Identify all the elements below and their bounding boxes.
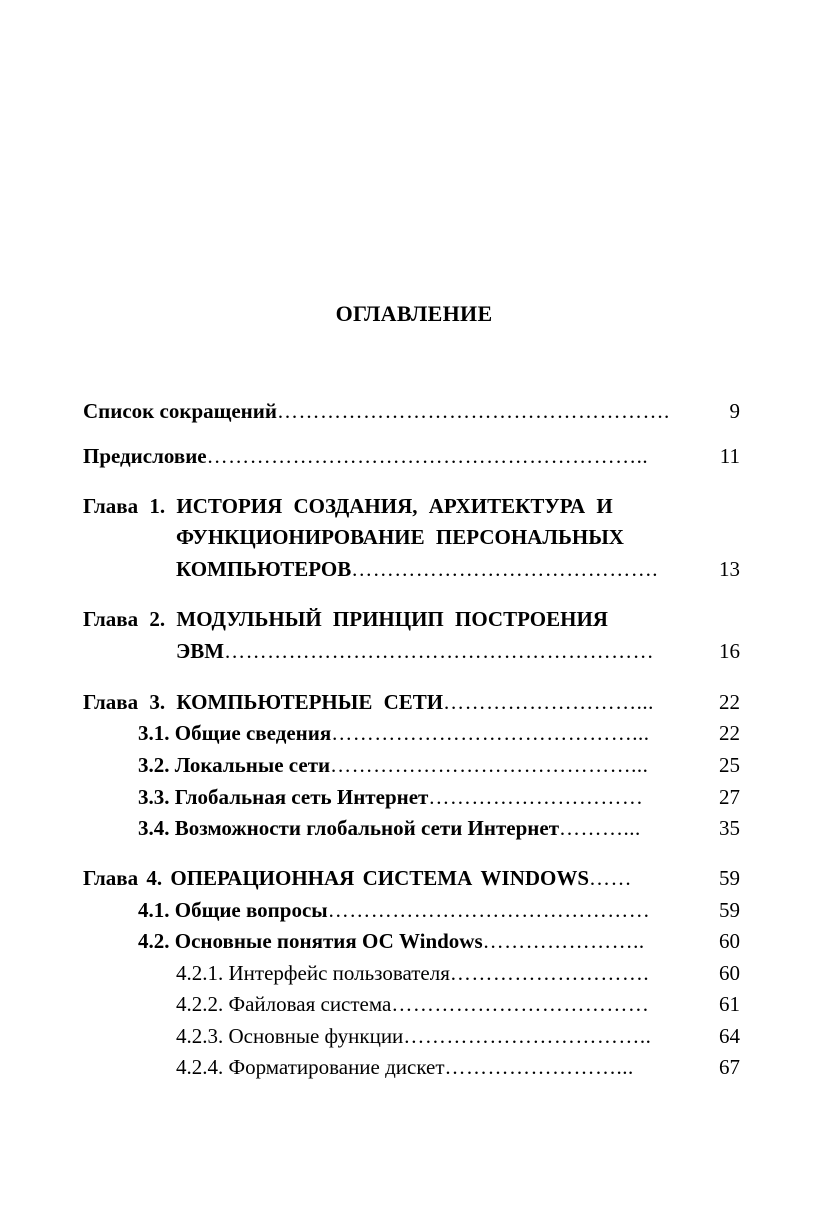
- toc-leader: ……………………….: [449, 961, 650, 985]
- toc-entry-title: 4.2.2. Файловая система: [176, 992, 392, 1016]
- toc-section-3-2: [138, 751, 648, 779]
- toc-leader: ……………………………..: [403, 1024, 652, 1048]
- toc-leader: ……: [589, 866, 633, 890]
- toc-chapter-3: [83, 688, 654, 716]
- toc-entry-preface: [83, 442, 648, 470]
- toc-section-3-4: [138, 814, 641, 842]
- toc-page-number: 27: [719, 785, 740, 809]
- toc-page-number: 35: [719, 816, 740, 840]
- toc-leader: ……………………………………………………..: [206, 444, 649, 468]
- toc-chapter-2-line1: [83, 605, 608, 633]
- toc-entry-title: Список сокращений: [83, 399, 277, 423]
- toc-page-number: 16: [719, 639, 740, 663]
- toc-section-3-1: [138, 719, 649, 747]
- toc-page-number: 22: [719, 721, 740, 745]
- toc-chapter-1-line1: [83, 492, 613, 520]
- toc-page-number: 59: [719, 866, 740, 890]
- chapter-title-line3: КОМПЬЮТЕРОВ: [176, 557, 352, 581]
- toc-entry-title: 3.1. Общие сведения: [138, 721, 332, 745]
- toc-page-number: 9: [729, 399, 740, 423]
- toc-section-4-2: [138, 927, 645, 955]
- toc-chapter-1-line2: ФУНКЦИОНИРОВАНИЕ ПЕРСОНАЛЬНЫХ: [176, 525, 624, 549]
- toc-section-4-1: [138, 896, 650, 924]
- toc-page-number: 59: [719, 898, 740, 922]
- toc-subsection-4-2-1: [176, 959, 649, 987]
- toc-leader: ………...: [559, 816, 641, 840]
- toc-entry-title: Предисловие: [83, 444, 207, 468]
- toc-page-number: 13: [719, 557, 740, 581]
- toc-entry-title: Глава 4. ОПЕРАЦИОННАЯ СИСТЕМА WINDOWS: [83, 866, 590, 890]
- toc-page-number: 11: [719, 444, 740, 468]
- toc-leader: ………………………………: [391, 992, 650, 1016]
- toc-entry-abbreviations: [83, 397, 670, 425]
- toc-entry-title: Глава 3. КОМПЬЮТЕРНЫЕ СЕТИ: [83, 690, 444, 714]
- toc-leader: ………………………………………: [327, 898, 651, 922]
- toc-entry-title: 4.2.4. Форматирование дискет: [176, 1055, 445, 1079]
- toc-leader: ……………………...: [444, 1055, 634, 1079]
- chapter-prefix: Глава 1.: [83, 494, 166, 518]
- toc-leader: ……………………………………...: [331, 721, 650, 745]
- toc-chapter-4: [83, 864, 632, 892]
- toc-subsection-4-2-3: [176, 1022, 651, 1050]
- toc-subsection-4-2-4: [176, 1053, 634, 1081]
- chapter-title-line1: МОДУЛЬНЫЙ ПРИНЦИП ПОСТРОЕНИЯ: [176, 607, 608, 631]
- page-title: ОГЛАВЛЕНИЕ: [335, 301, 493, 326]
- toc-page-number: 60: [719, 961, 740, 985]
- toc-entry-title: 3.2. Локальные сети: [138, 753, 331, 777]
- toc-leader: ……………………………………………….: [276, 399, 670, 423]
- toc-leader: …………………………………….: [351, 557, 659, 581]
- toc-entry-title: 4.2. Основные понятия ОС Windows: [138, 929, 483, 953]
- chapter-prefix: Глава 2.: [83, 607, 166, 631]
- toc-chapter-2-line2: [176, 637, 654, 665]
- toc-page-number: 67: [719, 1055, 740, 1079]
- toc-leader: ……………………………………...: [330, 753, 649, 777]
- toc-page-number: 25: [719, 753, 740, 777]
- toc-leader: …………………………: [428, 785, 644, 809]
- toc-page-number: 60: [719, 929, 740, 953]
- toc-chapter-1-line3: [176, 555, 658, 583]
- toc-section-3-3: [138, 783, 643, 811]
- toc-entry-title: 4.2.3. Основные функции: [176, 1024, 404, 1048]
- toc-entry-title: 4.1. Общие вопросы: [138, 898, 328, 922]
- toc-page-number: 22: [719, 690, 740, 714]
- toc-page-number: 64: [719, 1024, 740, 1048]
- toc-entry-title: 4.2.1. Интерфейс пользователя: [176, 961, 450, 985]
- toc-entry-title: 3.4. Возможности глобальной сети Интернет: [138, 816, 560, 840]
- chapter-title-line1: ИСТОРИЯ СОЗДАНИЯ, АРХИТЕКТУРА И: [176, 494, 613, 518]
- toc-leader: ……………………………………………………: [224, 639, 655, 663]
- toc-leader: …………………..: [482, 929, 645, 953]
- toc-page-number: 61: [719, 992, 740, 1016]
- toc-entry-title: 3.3. Глобальная сеть Интернет: [138, 785, 429, 809]
- toc-leader: ………………………...: [443, 690, 654, 714]
- toc-subsection-4-2-2: [176, 990, 649, 1018]
- chapter-title-line2: ЭВМ: [176, 639, 225, 663]
